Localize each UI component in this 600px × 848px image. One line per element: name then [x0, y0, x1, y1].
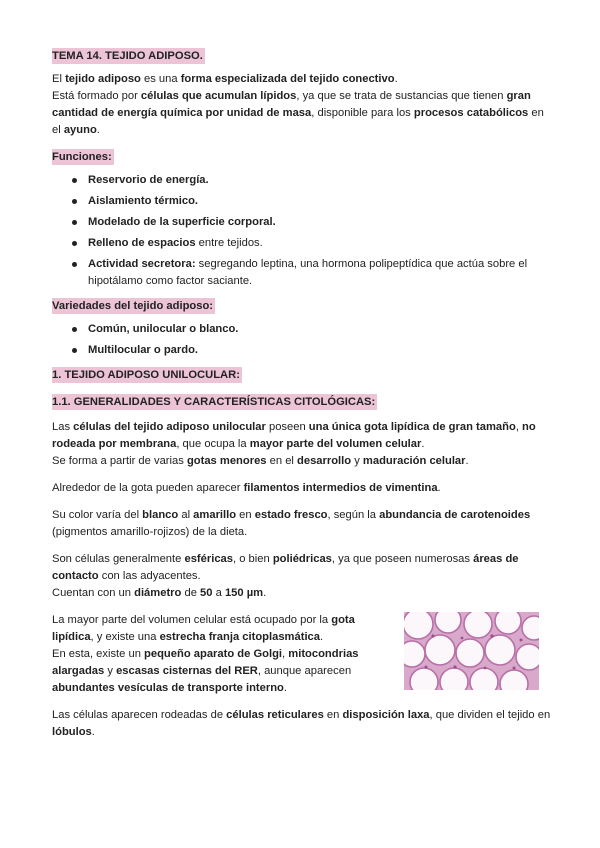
bold-text: Multilocular o pardo.	[88, 344, 199, 356]
bullet-icon	[72, 348, 77, 353]
list-item	[52, 193, 552, 210]
bullet-icon	[72, 241, 77, 246]
bold-text: maduración celular	[362, 455, 466, 467]
paragraph-vimentina	[52, 480, 552, 497]
text-run: .	[91, 726, 95, 738]
bold-text: Actividad secretora:	[88, 258, 196, 270]
micrograph-drawing	[404, 612, 539, 690]
text-run: en	[323, 709, 343, 721]
bold-text: Común, unilocular o blanco.	[88, 323, 239, 335]
bold-text: poliédricas	[272, 553, 332, 565]
bold-text: células reticulares	[226, 709, 324, 721]
text-run: .	[283, 682, 287, 694]
intro-paragraph-1	[52, 71, 552, 88]
bold-text: Modelado de la superficie corporal.	[88, 216, 276, 228]
text-run: Está formado por	[52, 90, 141, 102]
variedades-list	[52, 321, 552, 359]
document-title: TEMA 14. TEJIDO ADIPOSO.	[52, 50, 203, 62]
text-run: , aunque aparecen	[257, 665, 352, 677]
text-run: .	[421, 438, 425, 450]
text-run: ,	[515, 421, 523, 433]
text-run: Se forma a partir de varias	[52, 455, 187, 467]
bold-text: abundantes vesículas de transporte interno	[52, 682, 284, 694]
bullet-icon	[72, 262, 77, 267]
bullet-icon	[72, 220, 77, 225]
text-run: Su color varía del	[52, 509, 143, 521]
bold-text: no rodeada por membrana	[52, 421, 536, 450]
list-item	[52, 342, 552, 359]
bold-text: procesos catabólicos	[413, 107, 529, 119]
bold-text: blanco	[142, 509, 179, 521]
text-run: , que ocupa la	[176, 438, 250, 450]
paragraph-cytoplasm	[52, 612, 367, 697]
bold-text: gota lipídica	[52, 614, 355, 643]
text-run: .	[263, 587, 267, 599]
text-run: en el	[52, 107, 544, 136]
bold-text: diámetro	[134, 587, 182, 599]
text-run: .	[437, 482, 441, 494]
list-item	[52, 321, 552, 338]
bold-text: amarillo	[193, 509, 237, 521]
bold-text: escasas cisternas del RER	[116, 665, 258, 677]
text-run: (pigmentos amarillo-rojizos) de la dieta.	[52, 526, 248, 538]
funciones-list	[52, 172, 552, 290]
text-run: Las células aparecen rodeadas de	[52, 709, 227, 721]
list-item	[52, 235, 552, 252]
bold-text: ayuno	[63, 124, 97, 136]
text-run: .	[96, 124, 100, 136]
text-run: en	[236, 509, 255, 521]
text-run: , o bien	[233, 553, 273, 565]
adipose-tissue-micrograph-icon	[404, 612, 539, 690]
bold-text: abundancia de carotenoides	[379, 509, 531, 521]
text-run: poseen	[265, 421, 309, 433]
section-1-1-heading: 1.1. GENERALIDADES Y CARACTERÍSTICAS CITOLÓGICAS:	[52, 396, 376, 408]
funciones-heading: Funciones:	[52, 151, 112, 163]
bold-text: lóbulos	[52, 726, 92, 738]
text-run: , ya que poseen numerosas	[331, 553, 474, 565]
document-page	[52, 48, 552, 751]
text-run: es una	[140, 73, 181, 85]
bold-text: una única gota lipídica de gran tamaño	[308, 421, 516, 433]
bold-text: células del tejido adiposo unilocular	[73, 421, 266, 433]
text-run: a	[212, 587, 225, 599]
bold-text: mitocondrias alargadas	[52, 648, 359, 677]
bold-text: estrecha franja citoplasmática	[159, 631, 321, 643]
text-run: El	[52, 73, 66, 85]
text-run: de	[181, 587, 201, 599]
paragraph-shape	[52, 551, 552, 602]
bold-text: 150 µm	[224, 587, 264, 599]
text-run: , que dividen el tejido en	[429, 709, 551, 721]
text-run: , y existe una	[90, 631, 160, 643]
paragraph-reticular-cells	[52, 707, 552, 741]
paragraph-color	[52, 507, 552, 541]
bullet-icon	[72, 178, 77, 183]
text-run: en el	[266, 455, 298, 467]
bold-text: tejido adiposo	[65, 73, 141, 85]
bold-text: desarrollo	[297, 455, 352, 467]
list-item	[52, 256, 552, 290]
bold-text: áreas de contacto	[52, 553, 519, 582]
intro-paragraph-2	[52, 88, 552, 139]
bold-text: células que acumulan lípidos	[140, 90, 297, 102]
text-run: En esta, existe un	[52, 648, 145, 660]
bold-text: estado fresco	[254, 509, 328, 521]
bold-text: mayor parte del volumen celular	[249, 438, 422, 450]
bold-text: Reservorio de energía.	[88, 174, 209, 186]
text-run: , disponible para los	[311, 107, 414, 119]
section-1-heading: 1. TEJIDO ADIPOSO UNILOCULAR:	[52, 369, 240, 381]
text-run: .	[320, 631, 324, 643]
text-run: y	[351, 455, 363, 467]
text-run: La mayor parte del volumen celular está ocupado por la	[52, 614, 332, 626]
bold-text: Relleno de espacios	[88, 237, 196, 249]
text-run: al	[178, 509, 194, 521]
list-item	[52, 214, 552, 231]
text-run: y	[104, 665, 117, 677]
text-run: ,	[282, 648, 289, 660]
text-run: segregando leptina, una hormona polipeptídica que actúa sobre el hipotálamo como factor saciante.	[88, 258, 528, 287]
bold-text: disposición laxa	[342, 709, 430, 721]
bold-text: filamentos intermedios de vimentina	[243, 482, 438, 494]
bullet-icon	[72, 327, 77, 332]
text-run: con las adyacentes.	[98, 570, 201, 582]
list-item	[52, 172, 552, 189]
bold-text: gran cantidad de energía química por unidad de masa	[52, 90, 531, 119]
text-run: , ya que se trata de sustancias que tienen	[296, 90, 507, 102]
paragraph-unilocular-cells	[52, 419, 552, 470]
bold-text: pequeño aparato de Golgi	[144, 648, 283, 660]
text-run: Alrededor de la gota pueden aparecer	[52, 482, 244, 494]
bold-text: Aislamiento térmico.	[88, 195, 199, 207]
text-run: Son células generalmente	[52, 553, 185, 565]
text-run: , según la	[327, 509, 380, 521]
variedades-heading: Variedades del tejido adiposo:	[52, 300, 214, 312]
bold-text: forma especializada del tejido conectivo	[180, 73, 395, 85]
bold-text: gotas menores	[186, 455, 267, 467]
bullet-icon	[72, 199, 77, 204]
text-run: .	[465, 455, 469, 467]
text-run: Las	[52, 421, 74, 433]
bold-text: esféricas	[184, 553, 234, 565]
text-run: .	[394, 73, 398, 85]
text-run: entre tejidos.	[195, 237, 263, 249]
bold-text: 50	[200, 587, 213, 599]
text-run: Cuentan con un	[52, 587, 135, 599]
paragraph-with-image	[52, 612, 552, 697]
